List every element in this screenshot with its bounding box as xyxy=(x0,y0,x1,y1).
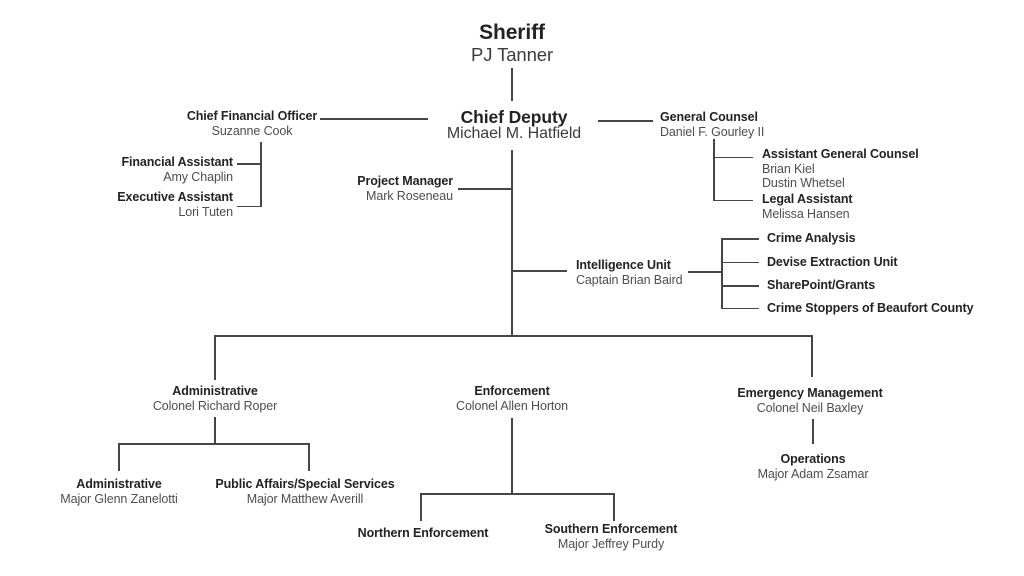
node-cfo xyxy=(187,109,317,138)
connector-assistant-general-counsel-tick xyxy=(713,157,753,159)
node-emergency-management-title: Emergency Management xyxy=(737,386,883,400)
connector-drop-southern-enforcement xyxy=(613,493,615,521)
connector-drop-public-affairs xyxy=(308,443,310,471)
node-assistant-general-counsel-title: Assistant General Counsel xyxy=(762,147,919,161)
connector-crime-stoppers-tick xyxy=(721,308,759,310)
connector-project-manager-tick xyxy=(458,188,512,190)
connector-drop-northern-enforcement xyxy=(420,493,422,521)
node-operations xyxy=(758,452,869,481)
connector-crime-analysis-tick xyxy=(721,238,759,240)
node-devise-extraction-unit xyxy=(767,255,897,270)
node-sharepoint-grants xyxy=(767,278,875,293)
node-assistant-general-counsel-name: Brian Kiel xyxy=(762,161,815,176)
node-devise-extraction-unit-title: Devise Extraction Unit xyxy=(767,255,898,269)
connector-intelligence-bracket xyxy=(721,238,723,309)
node-emergency-management xyxy=(737,386,882,415)
node-intelligence-unit-title: Intelligence Unit xyxy=(576,258,671,272)
connector-main-spine xyxy=(511,150,513,336)
node-general-counsel-name: Daniel F. Gourley II xyxy=(660,124,765,139)
connector-sharepoint-grants-tick xyxy=(721,285,759,287)
connector-chief-deputy-to-general-counsel xyxy=(598,120,653,122)
node-project-manager-name: Mark Roseneau xyxy=(366,188,453,203)
node-operations-name: Major Adam Zsamar xyxy=(757,466,869,481)
node-intelligence-unit-name: Captain Brian Baird xyxy=(576,272,683,287)
node-general-counsel xyxy=(660,110,764,139)
node-public-affairs xyxy=(215,477,394,506)
node-administrative-unit-name: Major Glenn Zanelotti xyxy=(60,491,178,506)
node-enforcement-division xyxy=(456,384,568,413)
connector-intelligence-unit-feed xyxy=(688,271,722,273)
node-crime-stoppers xyxy=(767,301,973,316)
connector-sheriff-to-chief-deputy xyxy=(511,68,513,101)
connector-cfo-to-chief-deputy xyxy=(320,118,428,120)
node-cfo-name: Suzanne Cook xyxy=(211,123,293,138)
node-sheriff-name: PJ Tanner xyxy=(470,44,554,65)
node-southern-enforcement xyxy=(545,522,678,551)
connector-drop-administrative-division xyxy=(214,335,216,380)
node-intelligence-unit xyxy=(576,258,683,287)
node-assistant-general-counsel xyxy=(762,147,919,191)
node-public-affairs-name: Major Matthew Averill xyxy=(246,491,364,506)
connector-administrative-sub-stem xyxy=(214,417,216,444)
node-chief-deputy xyxy=(447,109,581,143)
node-crime-stoppers-title: Crime Stoppers of Beaufort County xyxy=(767,301,974,315)
connector-administrative-sub-crossbar xyxy=(118,443,309,445)
node-enforcement-division-name: Colonel Allen Horton xyxy=(456,398,568,413)
node-project-manager-title: Project Manager xyxy=(357,174,453,188)
node-executive-assistant-name: Lori Tuten xyxy=(178,204,233,219)
node-crime-analysis xyxy=(767,231,855,246)
node-general-counsel-title: General Counsel xyxy=(660,110,758,124)
node-financial-assistant-name: Amy Chaplin xyxy=(163,169,233,184)
connector-cfo-bracket xyxy=(260,142,262,207)
node-legal-assistant xyxy=(762,192,852,221)
node-legal-assistant-name: Melissa Hansen xyxy=(762,206,850,221)
node-enforcement-division-title: Enforcement xyxy=(474,384,550,398)
node-financial-assistant xyxy=(121,155,233,184)
connector-spine-to-intelligence-unit xyxy=(511,270,567,272)
node-emergency-management-name: Colonel Neil Baxley xyxy=(756,400,864,415)
node-executive-assistant xyxy=(117,190,233,219)
connector-drop-administrative-unit xyxy=(118,443,120,471)
node-southern-enforcement-name: Major Jeffrey Purdy xyxy=(557,536,665,551)
connector-legal-assistant-tick xyxy=(713,200,753,202)
node-public-affairs-title: Public Affairs/Special Services xyxy=(215,477,395,491)
node-cfo-title: Chief Financial Officer xyxy=(186,109,318,123)
connector-financial-assistant-tick xyxy=(237,163,261,165)
node-northern-enforcement-title: Northern Enforcement xyxy=(357,526,489,540)
connector-general-counsel-bracket xyxy=(713,139,715,201)
connector-executive-assistant-tick xyxy=(237,206,261,208)
node-southern-enforcement-title: Southern Enforcement xyxy=(544,522,678,536)
connector-divisions-crossbar xyxy=(214,335,812,337)
node-project-manager xyxy=(357,174,453,203)
connector-enforcement-sub-stem xyxy=(511,418,513,494)
connector-drop-emergency-management xyxy=(811,335,813,377)
node-administrative-unit-title: Administrative xyxy=(76,477,162,491)
connector-enforcement-sub-crossbar xyxy=(420,493,614,495)
node-financial-assistant-title: Financial Assistant xyxy=(121,155,233,169)
node-sharepoint-grants-title: SharePoint/Grants xyxy=(767,278,876,292)
node-sheriff xyxy=(471,21,553,65)
connector-devise-extraction-tick xyxy=(721,262,759,264)
node-assistant-general-counsel-name2: Dustin Whetsel xyxy=(762,176,845,190)
node-chief-deputy-name: Michael M. Hatfield xyxy=(446,125,582,142)
connector-drop-operations xyxy=(812,419,814,444)
node-legal-assistant-title: Legal Assistant xyxy=(762,192,853,206)
node-sheriff-title: Sheriff xyxy=(479,21,545,44)
node-administrative-division-title: Administrative xyxy=(172,384,258,398)
node-chief-deputy-title: Chief Deputy xyxy=(460,107,568,127)
node-administrative-unit xyxy=(60,477,177,506)
node-operations-title: Operations xyxy=(780,452,846,466)
node-administrative-division xyxy=(153,384,277,413)
node-executive-assistant-title: Executive Assistant xyxy=(117,190,233,204)
node-northern-enforcement xyxy=(358,526,489,541)
node-administrative-division-name: Colonel Richard Roper xyxy=(152,398,278,413)
node-crime-analysis-title: Crime Analysis xyxy=(767,231,856,245)
